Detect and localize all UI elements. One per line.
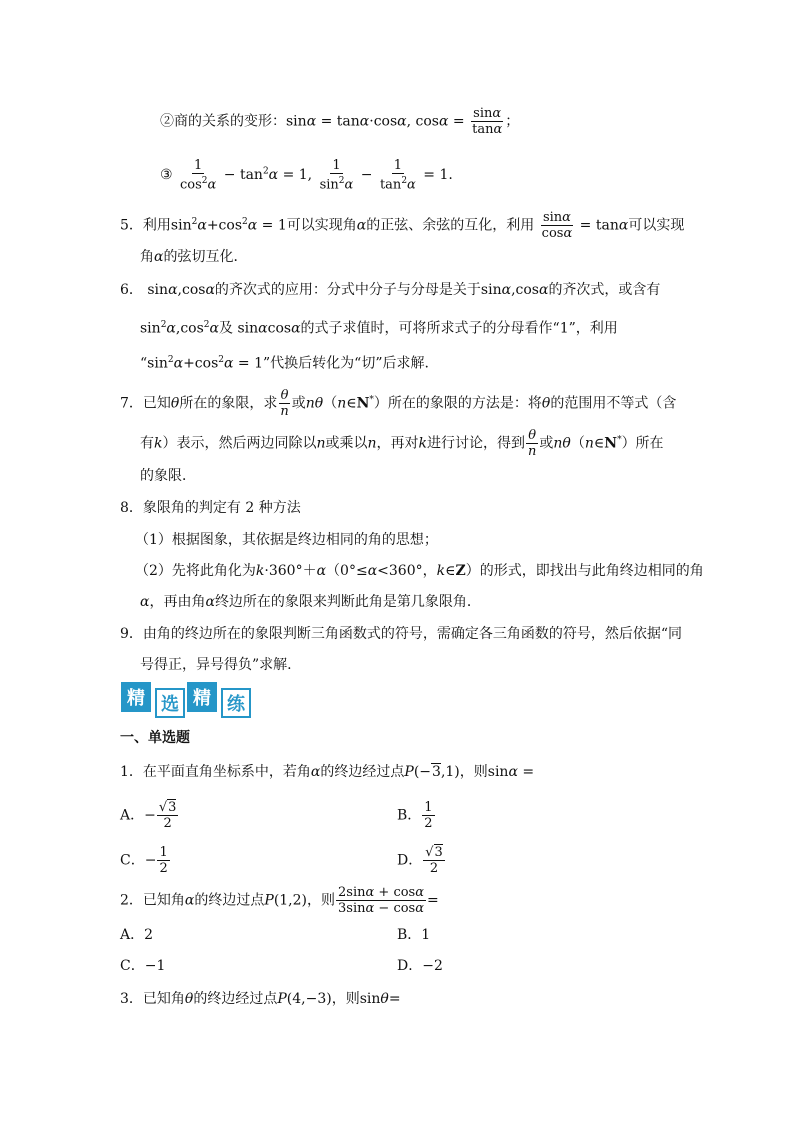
badge-lian: 练 [221, 688, 251, 718]
paragraph-7-line3: 的象限． [140, 468, 196, 484]
paragraph-8-2: （2）先将此角化为k·360°＋α（0°≤α<360°，k∈Z）的形式，即找出与此角终边相同的角 [135, 563, 704, 579]
paragraph-8-1: （1）根据图象，其依据是终边相同的角的思想； [135, 532, 438, 548]
q2-option-c: C．−1 [120, 958, 166, 974]
paragraph-6-line1: 6． sinα,cosα的齐次式的应用：分式中分子与分母是关于sinα,cosα的齐次式，或含有 [120, 282, 661, 298]
section-heading: 一、单选题 [120, 730, 190, 746]
question-3: 3．已知角θ的终边经过点P(4,−3)，则sinθ= [120, 991, 401, 1007]
paragraph-5-line1: 5．利用$\sin^2\alpha+\cos^2\alpha = 1$可以实现角α的正弦、余弦的互化，利用 $\frac{\sin\alpha}{\cos\alpha}$ = tanα可以实现 [120, 210, 685, 241]
question-1: 1．在平面直角坐标系中，若角α的终边经过点P(−3,1)，则sinα = [120, 764, 535, 780]
paragraph-7-line2: 有k）表示，然后两边同除以n或乘以n，再对k进行讨论，得到 $\frac{\theta}{n}$ 或nθ（n∈N*）所在 [140, 428, 664, 459]
paragraph-9-line2: 号得正，异号得负”求解. [140, 657, 292, 673]
q2-option-d: D．−2 [397, 958, 443, 974]
q1-option-c: C．− $\frac{1}{2}$ [120, 845, 168, 876]
paragraph-6-line2: $\sin^2\alpha,\cos^2\alpha$及 sinαcosα的式子求值时，可将所求式子的分母看作“1”，利用 [140, 320, 618, 337]
paragraph-8-2-line2: α，再由角α终边所在的象限来判断此角是第几象限角． [140, 594, 481, 610]
paragraph-6-line3: “$\sin^2\alpha+\cos^2\alpha = 1$”代换后转化为“切”后求解. [140, 355, 429, 372]
paragraph-7-line1: 7．已知θ所在的象限，求 $\frac{\theta}{n}$ 或nθ（n∈N*）所在的象限的方法是：将θ的范围用不等式（含 [120, 388, 677, 419]
q1-option-a: A．− $\frac{√3}{2}$ [120, 800, 177, 831]
q1-option-b: B． $\frac{1}{2}$ [397, 800, 433, 831]
paragraph-5-line2: 角α的弦切互化． [140, 249, 248, 265]
paragraph-9-line1: 9．由角的终边所在的象限判断三角函数式的符号，需确定各三角函数的符号，然后依据“同 [120, 626, 683, 642]
identity-line-3: ③ $\frac{1}{\cos^2\alpha}$ − $\tan^2\alpha = 1$, $\frac{1}{\sin^2\alpha}$ − $\frac{1}{\tan^2\alpha}$ = 1. [160, 158, 453, 193]
badge-jing-2: 精 [187, 682, 217, 712]
paragraph-8: 8．象限角的判定有 2 种方法 [120, 500, 301, 516]
q1-option-d: D． $\frac{√3}{2}$ [397, 845, 443, 876]
q2-option-b: B．1 [397, 927, 431, 943]
badge-jing-1: 精 [121, 682, 151, 712]
fraction: $\frac{\sin\alpha}{\tan\alpha}$ [472, 106, 503, 137]
q2-option-a: A．2 [120, 927, 154, 943]
question-2: 2．已知角α的终边过点P(1,2)，则 $\frac{2\sin\alpha + \cos\alpha}{3\sin\alpha - \cos\alpha}$ = [120, 885, 439, 916]
badge-xuan: 选 [155, 688, 185, 718]
identity-line-2: ②商的关系的变形：sinα = tanα·cosα, cosα = $\frac{\sin\alpha}{\tan\alpha}$ ； [160, 106, 520, 137]
